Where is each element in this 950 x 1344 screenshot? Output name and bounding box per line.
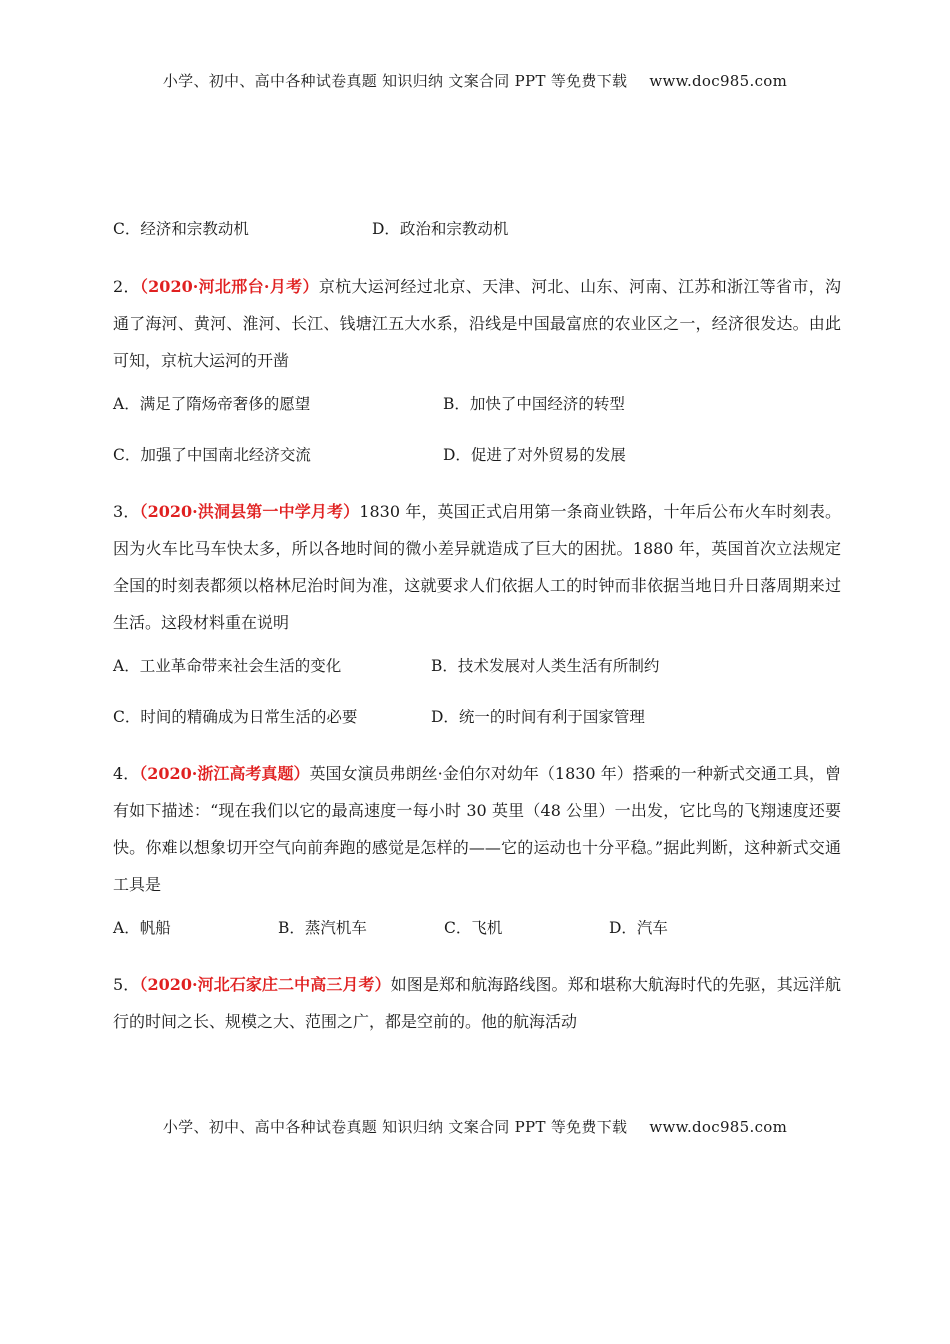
q4-options (113, 915, 841, 941)
q1-option-c: C．经济和宗教动机 (113, 220, 249, 238)
q3-options-row1 (113, 653, 841, 679)
q4-number: 4． (113, 764, 140, 783)
q4-stem (113, 755, 841, 903)
q3-option-b: B．技术发展对人类生活有所制约 (431, 657, 660, 675)
q5-stem-text: 如图是郑和航海路线图。郑和堪称大航海时代的先驱，其远洋航行的时间之长、规模之大、范围之广，都是空前的。他的航海活动 (113, 975, 841, 1031)
q3-number: 3． (113, 502, 140, 521)
q2-option-d: D．促进了对外贸易的发展 (443, 446, 626, 464)
q2-option-a: A．满足了隋炀帝奢侈的愿望 (113, 395, 311, 413)
q3-stem (113, 493, 841, 641)
q4-option-c: C．飞机 (444, 919, 503, 937)
q3-option-d: D．统一的时间有利于国家管理 (431, 708, 645, 726)
q5-number: 5． (113, 975, 140, 994)
q3-stem-text: 1830 年，英国正式启用第一条商业铁路，十年后公布火车时刻表。因为火车比马车快太多，所以各地时间的微小差异就造成了巨大的困扰。1880 年，英国首次立法规定全国的时刻表都须以格林尼治时间为准，这就要求人们依据人工的时钟而非依据当地日升日落周期来过生活。这段材料重在说明 (113, 502, 841, 632)
question-content (113, 216, 841, 1052)
q2-options-row1 (113, 391, 841, 417)
q3-option-c: C．时间的精确成为日常生活的必要 (113, 708, 358, 726)
q1-option-d: D．政治和宗教动机 (372, 220, 509, 238)
q3-option-a: A．工业革命带来社会生活的变化 (113, 657, 342, 675)
header-site-link[interactable]: www.doc985.com (649, 72, 788, 90)
q2-options-row2 (113, 442, 841, 468)
q3-options-row2 (113, 704, 841, 730)
q4-option-b: B．蒸汽机车 (278, 919, 367, 937)
q2-stem (113, 268, 841, 379)
q5-source: （2020·河北石家庄二中高三月考） (139, 975, 391, 994)
q4-stem-text: 英国女演员弗朗丝·金伯尔对幼年（1830 年）搭乘的一种新式交通工具，曾有如下描述：“现在我们以它的最高速度一每小时 30 英里（48 公里）一出发，它比鸟的飞翔速度还要快。你难以想象切开空气向前奔跑的感觉是怎样的——它的运动也十分平稳。”据此判断，这种新式交通工具是 (113, 764, 841, 894)
header-text: 小学、初中、高中各种试卷真题 知识归纳 文案合同 PPT 等免费下载 (162, 72, 628, 90)
q2-number: 2． (113, 277, 140, 296)
q2-stem-text: 京杭大运河经过北京、天津、河北、山东、河南、江苏和浙江等省市，沟通了海河、黄河、淮河、长江、钱塘江五大水系，沿线是中国最富庶的农业区之一，经济很发达。由此可知，京杭大运河的开凿 (113, 277, 841, 370)
q2-option-b: B．加快了中国经济的转型 (443, 395, 625, 413)
q2-option-c: C．加强了中国南北经济交流 (113, 446, 311, 464)
footer-text: 小学、初中、高中各种试卷真题 知识归纳 文案合同 PPT 等免费下载 (162, 1118, 628, 1136)
q4-option-d: D．汽车 (609, 919, 668, 937)
page-header (0, 70, 950, 91)
q5-stem (113, 966, 841, 1040)
q4-source: （2020·浙江高考真题） (139, 764, 310, 783)
q3-source: （2020·洪洞县第一中学月考） (139, 502, 360, 521)
q2-source: （2020·河北邢台·月考） (139, 277, 319, 296)
footer-site-link[interactable]: www.doc985.com (649, 1118, 788, 1136)
q4-option-a: A．帆船 (113, 919, 171, 937)
page-footer (0, 1116, 950, 1137)
q1-options (113, 216, 841, 242)
